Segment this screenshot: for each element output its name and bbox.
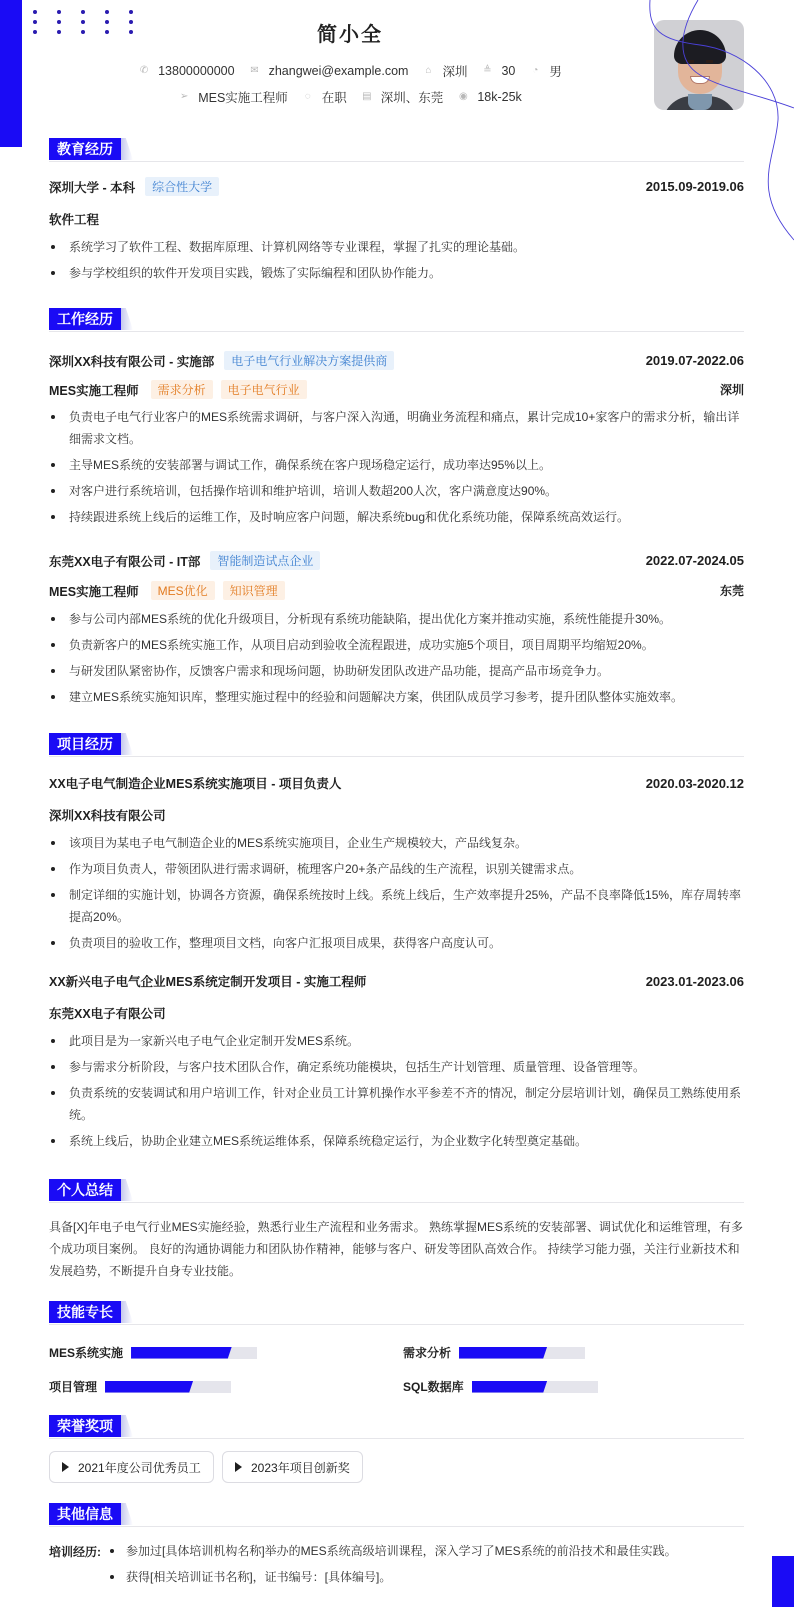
age-icon: ≜	[483, 65, 492, 76]
list-item: 负责项目的验收工作，整理项目文档，向客户汇报项目成果，获得客户高度认可。	[49, 932, 744, 954]
skill-level-bar	[472, 1381, 598, 1393]
project-1-bullets	[49, 1030, 744, 1156]
skill-requirements: 需求分析	[403, 1344, 585, 1361]
skill-tag: MES优化	[151, 581, 215, 600]
avatar-photo	[654, 20, 744, 110]
project-1-header-row	[49, 972, 744, 990]
status-info: ◌ 在职	[302, 88, 347, 106]
list-item: 系统学习了软件工程、数据库原理、计算机网络等专业课程，掌握了扎实的理论基础。	[49, 236, 744, 258]
company-badge: 电子电气行业解决方案提供商	[224, 351, 394, 370]
list-item: 负责电子电气行业客户的MES系统需求调研，与客户深入沟通，明确业务流程和痛点，累计完成10+家客户的需求分析，输出详细需求文档。	[49, 406, 744, 450]
skill-mes: MES系统实施	[49, 1344, 257, 1361]
school-name: 深圳大学 - 本科	[49, 180, 136, 195]
gender-info: ◔ 男	[529, 62, 562, 80]
work-0-bullets	[49, 406, 744, 532]
work-period: 2022.07-2024.05	[645, 553, 744, 568]
project-period: 2023.01-2023.06	[645, 973, 744, 989]
major-row	[49, 210, 744, 228]
skill-tag: 知识管理	[223, 581, 285, 600]
project-company: 深圳XX科技有限公司	[49, 809, 166, 823]
list-item: 该项目为某电子电气制造企业的MES系统实施项目，企业生产规模较大，产品线复杂。	[49, 832, 744, 854]
work-location: 东莞	[719, 584, 744, 598]
project-company: 东莞XX电子有限公司	[49, 1007, 166, 1021]
education-period: 2015.09-2019.06	[645, 179, 744, 194]
skill-level-bar	[131, 1347, 257, 1359]
section-skills-title: 技能专长	[49, 1301, 744, 1325]
skill-sql: SQL数据库	[403, 1378, 598, 1395]
work-0-header-row	[49, 351, 744, 370]
work-location: 深圳	[719, 383, 744, 397]
company-name: 深圳XX科技有限公司 - 实施部	[49, 354, 215, 369]
list-item: 获得[相关培训证书名称]，证书编号：[具体编号]。	[108, 1567, 677, 1587]
skill-level-bar	[459, 1347, 585, 1359]
mail-icon: ✉	[250, 65, 259, 76]
triangle-right-icon	[62, 1462, 69, 1472]
job-title: MES实施工程师	[49, 584, 139, 599]
gender-icon: ◔	[532, 65, 539, 76]
section-awards-title: 荣誉奖项	[49, 1415, 744, 1439]
email-info: ✉ zhangwei@example.com	[250, 64, 409, 78]
training-list	[108, 1541, 677, 1593]
skill-tag: 需求分析	[151, 380, 213, 399]
target-position-info: ➢ MES实施工程师	[179, 91, 288, 105]
education-header-row	[49, 177, 744, 196]
training-label: 培训经历:	[49, 1545, 101, 1559]
contact-info-row	[0, 62, 700, 80]
candidate-name: 简小全	[317, 24, 383, 46]
list-item: 作为项目负责人，带领团队进行需求调研，梳理客户20+条产品线的生产流程，识别关键需求点。	[49, 858, 744, 880]
skill-level-bar	[105, 1381, 231, 1393]
summary-text: 具备[X]年电子电气行业MES实施经验，熟悉行业生产流程和业务需求。 熟练掌握MES系统的安装部署、调试优化和运维管理，有多个成功项目案例。 良好的沟通协调能力和团队协作精神，能够与客户、研发等团队高效合作。 持续学习能力强，关注行业新技术和发展趋势，不断提升自身专业技能。	[49, 1220, 744, 1278]
education-bullets	[49, 236, 744, 288]
city-info: ⌂ 深圳	[422, 62, 467, 80]
project-0-company-row	[49, 806, 744, 824]
list-item: 与研发团队紧密协作，反馈客户需求和现场问题，协助研发团队改进产品功能，提高产品市场竞争力。	[49, 660, 744, 682]
skill-pm: 项目管理	[49, 1378, 231, 1395]
project-0-bullets	[49, 832, 744, 958]
list-item: 负责新客户的MES系统实施工作，从项目启动到验收全流程跟进，成功实施5个项目，项目周期平均缩短20%。	[49, 634, 744, 656]
work-1-bullets	[49, 608, 744, 712]
project-1-company-row	[49, 1004, 744, 1022]
accent-bar-right	[772, 1556, 794, 1607]
list-item: 对客户进行系统培训，包括操作培训和维护培训，培训人数超200人次，客户满意度达90%。	[49, 480, 744, 502]
home-icon: ⌂	[425, 65, 432, 76]
age-info: ≜ 30	[483, 64, 516, 78]
section-summary-title: 个人总结	[49, 1179, 744, 1203]
award-card: 2021年度公司优秀员工	[49, 1451, 214, 1483]
list-item: 建立MES系统实施知识库，整理实施过程中的经验和问题解决方案，供团队成员学习参考，提升团队整体实施效率。	[49, 686, 744, 708]
resume-header	[0, 0, 794, 130]
list-item: 主导MES系统的安装部署与调试工作，确保系统在客户现场稳定运行，成功率达95%以上。	[49, 454, 744, 476]
job-title: MES实施工程师	[49, 383, 139, 398]
send-icon: ➢	[179, 91, 189, 102]
salary-icon: ◉	[458, 91, 468, 102]
salary-info: ◉ 18k-25k	[458, 90, 522, 104]
company-badge: 智能制造试点企业	[210, 551, 320, 570]
phone-info: ✆ 13800000000	[139, 64, 235, 78]
project-name: XX新兴电子电气企业MES系统定制开发项目 - 实施工程师	[49, 975, 367, 989]
list-item: 持续跟进系统上线后的运维工作，及时响应客户问题，解决系统bug和优化系统功能，保障系统高效运行。	[49, 506, 744, 528]
list-item: 参与需求分析阶段，与客户技术团队合作，确定系统功能模块，包括生产计划管理、质量管理、设备管理等。	[49, 1056, 744, 1078]
section-education-title: 教育经历	[49, 138, 744, 162]
section-work-title: 工作经历	[49, 308, 744, 332]
work-period: 2019.07-2022.06	[645, 353, 744, 368]
project-period: 2020.03-2020.12	[645, 775, 744, 791]
status-icon: ◌	[304, 91, 311, 102]
list-item: 此项目是为一家新兴电子电气企业定制开发MES系统。	[49, 1030, 744, 1052]
list-item: 系统上线后，协助企业建立MES系统运维体系，保障系统稳定运行，为企业数字化转型奠定基础。	[49, 1130, 744, 1152]
job-intent-row	[0, 88, 700, 106]
list-item: 参与学校组织的软件开发项目实践，锻炼了实际编程和团队协作能力。	[49, 262, 744, 284]
company-name: 东莞XX电子有限公司 - IT部	[49, 554, 201, 569]
school-type-badge: 综合性大学	[145, 177, 219, 196]
building-icon: ▤	[362, 91, 372, 102]
list-item: 参与公司内部MES系统的优化升级项目，分析现有系统功能缺陷，提出优化方案并推动实施，系统性能提升30%。	[49, 608, 744, 630]
list-item: 参加过[具体培训机构名称]举办的MES系统高级培训课程，深入学习了MES系统的前沿技术和最佳实践。	[108, 1541, 677, 1561]
skill-tag: 电子电气行业	[221, 380, 307, 399]
work-0-title-row	[49, 380, 744, 399]
section-other-title: 其他信息	[49, 1503, 744, 1527]
project-0-header-row	[49, 774, 744, 792]
major: 软件工程	[49, 213, 100, 227]
project-name: XX电子电气制造企业MES系统实施项目 - 项目负责人	[49, 777, 342, 791]
list-item: 制定详细的实施计划，协调各方资源，确保系统按时上线。系统上线后，生产效率提升25%，产品不良率降低15%，库存周转率提高20%。	[49, 884, 744, 928]
section-projects-title: 项目经历	[49, 733, 744, 757]
work-1-header-row	[49, 551, 744, 570]
work-1-title-row	[49, 581, 744, 600]
triangle-right-icon	[235, 1462, 242, 1472]
phone-icon: ✆	[139, 65, 149, 76]
award-card: 2023年项目创新奖	[222, 1451, 363, 1483]
list-item: 负责系统的安装调试和用户培训工作，针对企业员工计算机操作水平参差不齐的情况，制定分层培训计划，确保员工熟练使用系统。	[49, 1082, 744, 1126]
target-city-info: ▤ 深圳、东莞	[362, 91, 444, 105]
